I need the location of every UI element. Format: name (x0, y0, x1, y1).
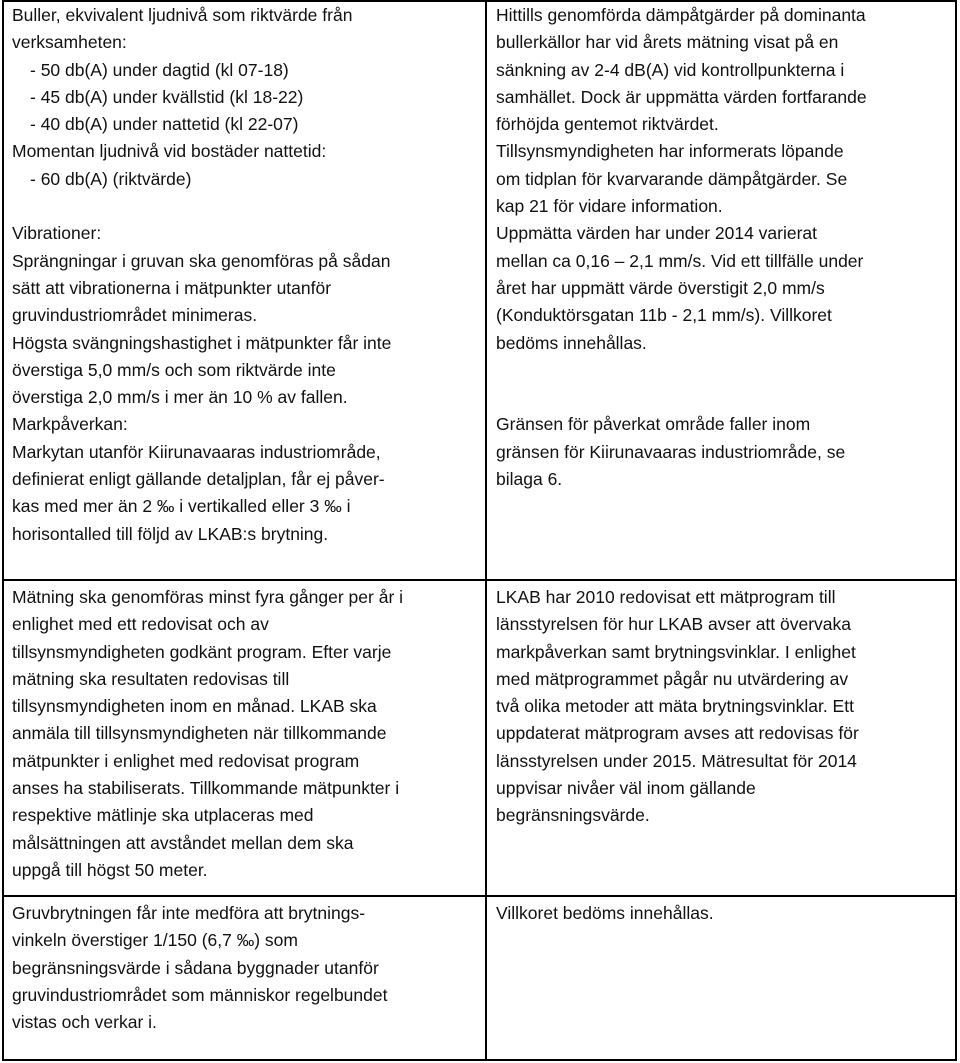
blank-line (496, 357, 867, 384)
text-line: Markpåverkan: (12, 414, 128, 435)
table-cell-left (12, 584, 403, 884)
text-line: vistas och verkar i. (12, 1012, 157, 1033)
text-line: sätt att vibrationerna i mätpunkter utanför (12, 277, 332, 298)
text-line: Momentan ljudnivå vid bostäder nattetid: (12, 141, 327, 162)
row-border (2, 0, 957, 2)
text-line: LKAB har 2010 redovisat ett mätprogram till (496, 587, 836, 607)
text-line: sänkning av 2-4 dB(A) vid kontrollpunkterna i (496, 59, 845, 80)
text-line: begränsningsvärde i sådana byggnader utanför (12, 957, 379, 978)
text-line: uppdaterat mätprogram avses att redovisas för (496, 723, 859, 744)
text-line: förhöjda gentemot riktvärdet. (496, 114, 719, 135)
text-line: Gruvbrytningen får inte medföra att brytnings- (12, 903, 366, 923)
table-cell-right (496, 900, 714, 927)
text-line: uppvisar nivåer väl inom gällande (496, 778, 756, 799)
text-line: anmäla till tillsynsmyndigheten när tillkommande (12, 723, 387, 744)
row-border (2, 895, 957, 897)
text-line: definierat enligt gällande detaljplan, får ej påver- (12, 469, 385, 490)
row-border (2, 579, 957, 581)
text-line: markpåverkan samt brytningsvinklar. I enlighet (496, 641, 856, 662)
text-line: Högsta svängningshastighet i mätpunkter får inte (12, 332, 392, 353)
text-line: Buller, ekvivalent ljudnivå som riktvärde från (12, 5, 353, 25)
text-line: uppgå till högst 50 meter. (12, 859, 208, 880)
text-line: - 60 db(A) (riktvärde) (30, 168, 192, 189)
text-line: målsättningen att avståndet mellan dem ska (12, 832, 354, 853)
text-line: vinkeln överstiger 1/150 (6,7 ‰) som (12, 930, 298, 951)
text-line: två olika metoder att mäta brytningsvinklar. Ett (496, 696, 854, 717)
text-line: horisontalled till följd av LKAB:s brytning. (12, 523, 329, 544)
table-cell-right (496, 584, 859, 830)
text-line: Tillsynsmyndigheten har informerats löpande (496, 141, 844, 162)
text-line: Vibrationer: (12, 223, 102, 244)
text-line: Uppmätta värden har under 2014 varierat (496, 223, 818, 244)
text-line: - 40 db(A) under nattetid (kl 22-07) (30, 114, 299, 135)
table-cell-left (12, 2, 391, 548)
text-line: gruvindustriområdet minimeras. (12, 305, 258, 326)
text-line: Markytan utanför Kiirunavaaras industriområde, (12, 441, 381, 462)
text-line: samhället. Dock är uppmätta värden fortfarande (496, 86, 867, 107)
text-line: - 45 db(A) under kvällstid (kl 18-22) (30, 86, 304, 107)
text-line: Villkoret bedöms innehållas. (496, 903, 714, 923)
column-divider (485, 0, 487, 1061)
text-line: enlighet med ett redovisat och av (12, 614, 269, 635)
text-line: bedöms innehållas. (496, 332, 647, 353)
text-line: bullerkällor har vid årets mätning visat på en (496, 32, 839, 53)
text-line: bilaga 6. (496, 469, 563, 490)
text-line: anses ha stabiliserats. Tillkommande mätpunkter i (12, 778, 400, 799)
text-line: (Konduktörsgatan 11b - 2,1 mm/s). Villkoret (496, 305, 832, 326)
text-line: begränsningsvärde. (496, 805, 650, 826)
blank-line (12, 193, 391, 220)
text-line: om tidplan för kvarvarande dämpåtgärder. Se (496, 168, 848, 189)
table-cell-left (12, 900, 387, 1036)
text-line: mellan ca 0,16 – 2,1 mm/s. Vid ett tillfälle under (496, 250, 864, 271)
text-line: överstiga 2,0 mm/s i mer än 10 % av fallen. (12, 387, 348, 408)
text-line: mätning ska resultaten redovisas till (12, 668, 290, 689)
text-line: året har uppmätt värde överstigit 2,0 mm/s (496, 277, 825, 298)
text-line: Hittills genomförda dämpåtgärder på dominanta (496, 5, 866, 25)
text-line: gränsen för Kiirunavaaras industriområde, se (496, 441, 846, 462)
table-cell-right (496, 2, 867, 493)
text-line: Gränsen för påverkat område faller inom (496, 414, 811, 435)
text-line: tillsynsmyndigheten inom en månad. LKAB ska (12, 696, 377, 717)
text-line: länsstyrelsen under 2015. Mätresultat för 2014 (496, 750, 857, 771)
text-line: överstiga 5,0 mm/s och som riktvärde inte (12, 359, 336, 380)
text-line: - 50 db(A) under dagtid (kl 07-18) (30, 59, 289, 80)
text-line: gruvindustriområdet som människor regelbundet (12, 984, 388, 1005)
text-line: med mätprogrammet pågår nu utvärdering av (496, 668, 849, 689)
text-line: tillsynsmyndigheten godkänt program. Efter varje (12, 641, 392, 662)
text-line: respektive mätlinje ska utplaceras med (12, 805, 314, 826)
text-line: länsstyrelsen för hur LKAB avser att övervaka (496, 614, 852, 635)
text-line: mätpunkter i enlighet med redovisat program (12, 750, 360, 771)
blank-line (496, 384, 867, 411)
text-line: Sprängningar i gruvan ska genomföras på sådan (12, 250, 391, 271)
text-line: Mätning ska genomföras minst fyra gånger per år i (12, 587, 404, 607)
text-line: kap 21 för vidare information. (496, 196, 723, 217)
text-line: kas med mer än 2 ‰ i vertikalled eller 3 ‰ i (12, 496, 351, 517)
text-line: verksamheten: (12, 32, 127, 53)
